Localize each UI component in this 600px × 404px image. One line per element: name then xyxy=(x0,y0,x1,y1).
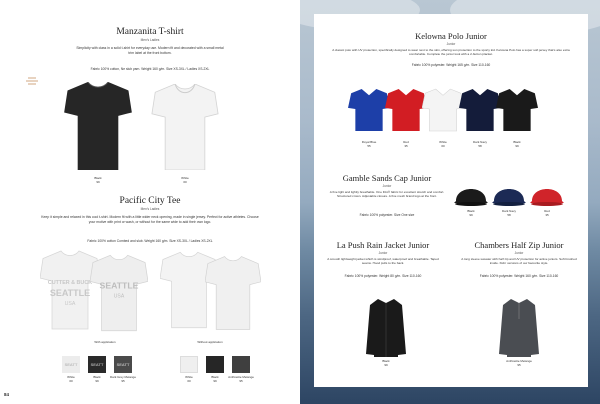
gamble-red-cap-image xyxy=(529,179,565,209)
lapush-title: La Push Rain Jacket Junior xyxy=(336,240,430,250)
chambers-subtitle: Junior xyxy=(514,251,524,255)
chambers-title: Chambers Half Zip Junior xyxy=(474,240,564,250)
manzanita-description: Simplicity with class in a solid t-shirt for everyday use. Modern fit and decorated with a small metal trim label at the front bottom. xyxy=(76,46,224,55)
gamble-black-cap-image xyxy=(453,179,489,209)
kelowna-royal-blue-polo-image xyxy=(348,84,390,136)
gamble-color-dark-navy: Dark Navy 58 xyxy=(501,209,516,217)
svg-text:USA: USA xyxy=(64,301,76,307)
chambers-anthracite-halfzip-image xyxy=(499,299,539,357)
kelowna-description: A classic polo with UV protection, specifically designed to wear next to the skin, offering sun protection to the sporty kid. Kelowna Polo has a super soft jersey that's also extra comfortable. Complete the junior look with a 2-button placket. xyxy=(332,48,570,57)
brand-logo-icon xyxy=(24,75,40,87)
pacific-with-color-white: White 00 xyxy=(67,375,75,383)
kelowna-color-dark-navy: Dark Navy 58 xyxy=(472,140,487,148)
svg-text:SEATT: SEATT xyxy=(64,362,78,367)
gamble-description: A fine light and lightly breathable. One Fits® fabric for excellent stretch and comfort. Structured crown. Adjustable closure. A fine mesh brand logo at the front. xyxy=(329,190,445,199)
lapush-specs: Fabric 100% polyester. Weight 80 g/m. Size 110-160 xyxy=(344,274,422,278)
pacific-swatch-white-print xyxy=(62,356,80,373)
gamble-specs: Fabric 100% polyester. Size One size xyxy=(359,213,415,217)
pacific-title: Pacific City Tee xyxy=(119,196,181,206)
kelowna-color-black: Black 99 xyxy=(513,140,521,148)
kelowna-specs: Fabric 100% polyester. Weight 165 g/m. Size 110-160 xyxy=(411,63,491,67)
manzanita-color-white: White 00 xyxy=(181,176,189,184)
kelowna-title: Kelowna Polo Junior xyxy=(415,31,487,41)
pacific-without-color-black: Black 99 xyxy=(211,375,219,383)
lapush-description: A smooth lightweight jacket which is windproof, waterproof and breathable. Taped seams. Hood pulls to the back. xyxy=(327,257,439,266)
chambers-description: A long sleeve sweater with half zip and UV protection for active juniors. Soft brushed inside. Kids' versions of our favourite style. xyxy=(461,257,577,266)
svg-text:USA: USA xyxy=(113,293,125,300)
chambers-color-anthracite: Anthracite Melange 95 xyxy=(506,359,532,367)
pacific-subtitle: Men's Ladies xyxy=(140,207,160,211)
right-page xyxy=(300,0,600,404)
manzanita-color-black: Black 99 xyxy=(94,176,102,184)
pacific-with-color-black: Black 99 xyxy=(93,375,101,383)
kelowna-white-polo-image xyxy=(422,84,464,136)
kelowna-color-red: Red 35 xyxy=(403,140,409,148)
lapush-subtitle: Junior xyxy=(378,251,388,255)
gamble-title: Gamble Sands Cap Junior xyxy=(342,173,432,183)
kelowna-color-white: White 00 xyxy=(439,140,447,148)
pacific-swatch-anthracite-plain xyxy=(232,356,250,373)
pacific-without-color-white: White 00 xyxy=(185,375,193,383)
pacific-without-color-anthracite: Anthracite Melange 95 xyxy=(228,375,254,383)
kelowna-black-polo-image xyxy=(496,84,538,136)
pacific-plain-tee-back-image xyxy=(205,254,261,332)
pacific-printed-tee-back-image xyxy=(90,254,148,332)
kelowna-color-royal-blue: Royal Blue 55 xyxy=(361,140,377,148)
gamble-color-red: Red 35 xyxy=(544,209,550,217)
manzanita-title: Manzanita T-shirt xyxy=(116,27,184,37)
chambers-specs: Fabric 100% polyester. Weight 160 g/m. Size 110-160 xyxy=(479,274,559,278)
gamble-subtitle: Junior xyxy=(382,184,392,188)
svg-text:SEATT: SEATT xyxy=(90,362,104,367)
product-card xyxy=(314,14,588,387)
svg-text:SEATTLE: SEATTLE xyxy=(99,280,139,291)
manzanita-black-tee-image xyxy=(62,82,134,170)
pacific-swatch-grey-print xyxy=(114,356,132,373)
kelowna-dark-navy-polo-image xyxy=(459,84,501,136)
gamble-color-black: Black 99 xyxy=(467,209,475,217)
pacific-with-color-grey: Dark Grey Melange 95 xyxy=(109,375,136,383)
lapush-black-jacket-image xyxy=(366,299,406,357)
manzanita-subtitle: Men's Ladies xyxy=(140,38,160,42)
svg-text:SEATT: SEATT xyxy=(116,362,130,367)
page-number: 84 xyxy=(4,392,10,397)
with-application-label: With application xyxy=(94,340,116,344)
svg-text:SEATTLE: SEATTLE xyxy=(49,288,91,298)
kelowna-red-polo-image xyxy=(385,84,427,136)
svg-text:CUTTER & BUCK: CUTTER & BUCK xyxy=(47,280,93,286)
pacific-swatch-black-print xyxy=(88,356,106,373)
gamble-navy-cap-image xyxy=(491,179,527,209)
pacific-specs: Fabric 100% cotton Combed and slub. Weight 160 g/m. Size XS-3XL / Ladies XS-2XL xyxy=(87,239,213,243)
manzanita-white-tee-image xyxy=(150,84,220,170)
kelowna-subtitle: Junior xyxy=(446,42,456,46)
without-application-label: Without application xyxy=(197,340,223,344)
pacific-swatch-white-plain xyxy=(180,356,198,373)
lapush-color-black: Black 99 xyxy=(382,359,390,367)
pacific-swatch-black-plain xyxy=(206,356,224,373)
manzanita-specs: Fabric 100% cotton, Ne slub yarn. Weight 160 g/m. Size XS-3XL / Ladies XS-2XL xyxy=(90,67,210,71)
pacific-description: Keep it simple and relaxed in this cool t-shirt. Modern fit with a little wider neck opening, made in single jersey. Perfect for active athletes. Choose your motive with print or wash, or without for the same wide to add their own logo. xyxy=(41,215,259,224)
